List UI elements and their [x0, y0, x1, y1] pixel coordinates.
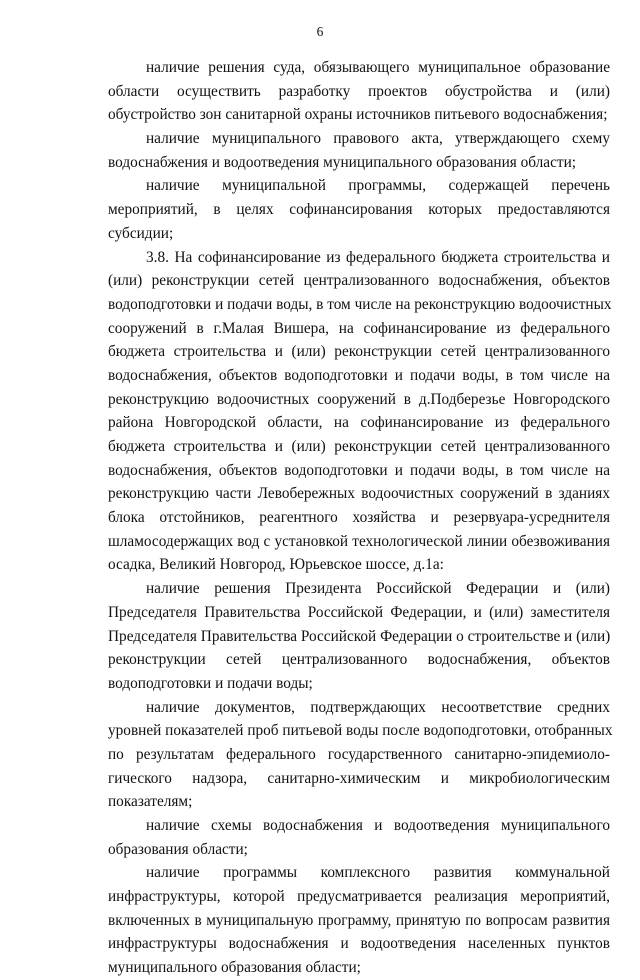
text-line: шламосодержащих вод с установкой технологической линии обезвоживания	[108, 532, 610, 550]
text-line: области осуществить разработку проектов обустройства и (или)	[108, 82, 610, 100]
text-line: наличие муниципальной программы, содержащей перечень	[146, 177, 610, 195]
text-line: субсидии;	[108, 224, 174, 242]
text-line: (или) реконструкции сетей централизованного водоснабжения, объектов	[108, 272, 610, 290]
text-line: наличие решения Президента Российской Федерации и (или)	[146, 580, 610, 598]
page-number: 6	[316, 24, 324, 39]
text-line: обустройство зон санитарной охраны источников питьевого водоснабжения;	[108, 106, 608, 124]
text-line: осадка, Великий Новгород, Юрьевское шоссе, д.1а:	[108, 556, 444, 574]
text-line: гического надзора, санитарно-химическим и микробиологическим	[108, 769, 610, 787]
text-line: уровней показателей проб питьевой воды после водоподготовки, отобранных	[108, 722, 613, 740]
text-line: бюджета строительства и (или) реконструкции сетей централизованного	[108, 343, 610, 361]
text-line: блока отстойников, реагентного хозяйства и резервуара-усреднителя	[108, 509, 610, 527]
text-line: наличие документов, подтверждающих несоответствие средних	[146, 698, 610, 716]
document-body	[108, 56, 613, 980]
text-line: инфраструктуры водоснабжения и водоотведения населенных пунктов	[108, 935, 610, 953]
text-line: бюджета строительства и (или) реконструкции сетей централизованного	[108, 438, 610, 455]
text-line: водоснабжения и водоотведения муниципального образования области;	[108, 153, 577, 171]
text-line: водоподготовки и подачи воды;	[108, 674, 313, 692]
text-line: реконструкцию части Левобережных водоочистных сооружений в зданиях	[108, 485, 610, 503]
text-line: по результатам федерального государственного санитарно-эпидемиоло-	[108, 745, 610, 763]
text-line: мероприятий, в целях софинансирования которых предоставляются	[108, 201, 610, 219]
text-line: реконструкции сетей централизованного водоснабжения, объектов	[108, 651, 610, 669]
text-line: показателям;	[108, 793, 193, 811]
text-line: реконструкцию водоочистных сооружений в д.Подберезье Новгородского	[108, 390, 610, 408]
text-line: водоснабжения, объектов водоподготовки и подачи воды, в том числе на	[108, 461, 610, 479]
text-line: водоснабжения, объектов водоподготовки и подачи воды, в том числе на	[108, 366, 610, 384]
text-line: наличие муниципального правового акта, утверждающего схему	[146, 130, 610, 148]
text-line: наличие решения суда, обязывающего муниципальное образование	[146, 59, 610, 76]
text-line: муниципального образования области;	[108, 959, 361, 977]
text-line: сооружений в г.Малая Вишера, на софинансирование из федерального	[108, 319, 610, 337]
text-line: наличие программы комплексного развития коммунальной	[146, 864, 610, 882]
text-line: Председателя Правительства Российской Федерации, и (или) заместителя	[108, 603, 610, 621]
text-line: Председателя Правительства Российской Федерации о строительстве и (или)	[108, 627, 611, 645]
text-line: включенных в муниципальную программу, принятую по вопросам развития	[108, 911, 610, 929]
text-line: водоподготовки и подачи воды, в том числе на реконструкцию водоочистных	[108, 295, 612, 313]
text-line: наличие схемы водоснабжения и водоотведения муниципального	[146, 817, 610, 834]
text-line: образования области;	[108, 840, 248, 858]
text-line: района Новгородской области, на софинансирование из федерального	[108, 414, 610, 432]
text-line: инфраструктуры, которой предусматривается реализация мероприятий,	[108, 888, 610, 906]
text-line: 3.8. На софинансирование из федерального бюджета строительства и	[146, 248, 610, 266]
